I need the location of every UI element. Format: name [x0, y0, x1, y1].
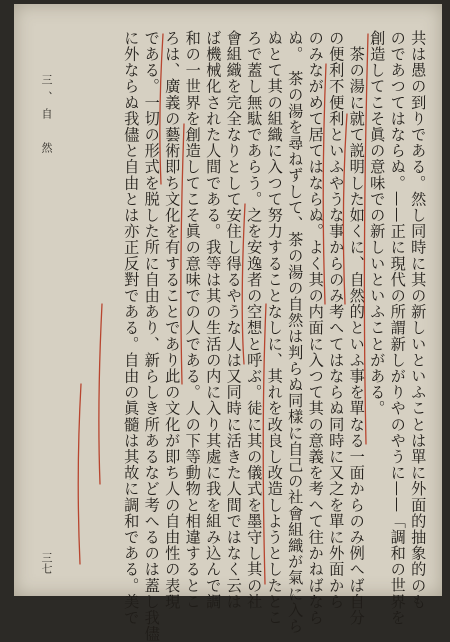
text-column: 會組織を完全なりとして安住し得るやうな人は又同時に活きた人間ではなく云は: [224, 30, 243, 610]
text-column: ぬ。 茶の湯を尋ねずして、茶の湯の自然は判らぬ同樣に自己の社會組織が氣に入ら: [286, 30, 305, 635]
text-column: 創造してこそ眞の意味での新しいといふことがある。: [368, 30, 387, 417]
running-head: 三、自 然: [40, 74, 53, 159]
page-number: 三七: [40, 552, 53, 574]
text-column: ろは、廣義の藝術即ち文化を有することであり此の文化が即ち人の自由性の表現: [163, 30, 182, 610]
text-column: ぬとて其の組織に入つて努力することなしに、其れを改良し改造しようとしたとこ: [265, 30, 284, 626]
text-column: 茶の湯に就て説明した如くに、自然的といふ事を單なる一面からのみ例へば自分: [347, 30, 366, 626]
book-page: [14, 4, 442, 642]
text-column: のであつてはならぬ。——正に現代の所謂新しがりやのやうに——「調和の世界を: [388, 30, 407, 626]
text-column: のみながめて居てはならぬ。よく其の内面に入つて其の意義を考へて往かねばなら: [306, 30, 325, 626]
text-column: ば機械化された人間である。我等は其の生活の内に入り其處に我を組み込んで調: [204, 30, 223, 610]
text-column: ろで蓋し無駄であらう。之を安逸者の空想と呼ぶ。徒に其の儀式を墨守し其の社: [245, 30, 264, 610]
text-column: 和の一世界を創造してこそ眞の意味での人である。人の下等動物と相違するとこ: [183, 30, 202, 610]
text-column: 共は愚の到りである。然し同時に其の新しいといふことは單に外面的抽象的のも: [409, 30, 428, 610]
text-column: である。一切の形式を脱した所に自由あり、新らしき所あるなど考へるのは蓋し我儘: [142, 30, 161, 642]
text-column: に外ならぬ我儘と自由とは亦正反對である。自由の眞髓は其故に調和である。美で: [122, 30, 141, 626]
text-column: の便利不便利といふやうな事からのみ考へてはならぬ同時に又之を單に外面から: [327, 30, 346, 610]
